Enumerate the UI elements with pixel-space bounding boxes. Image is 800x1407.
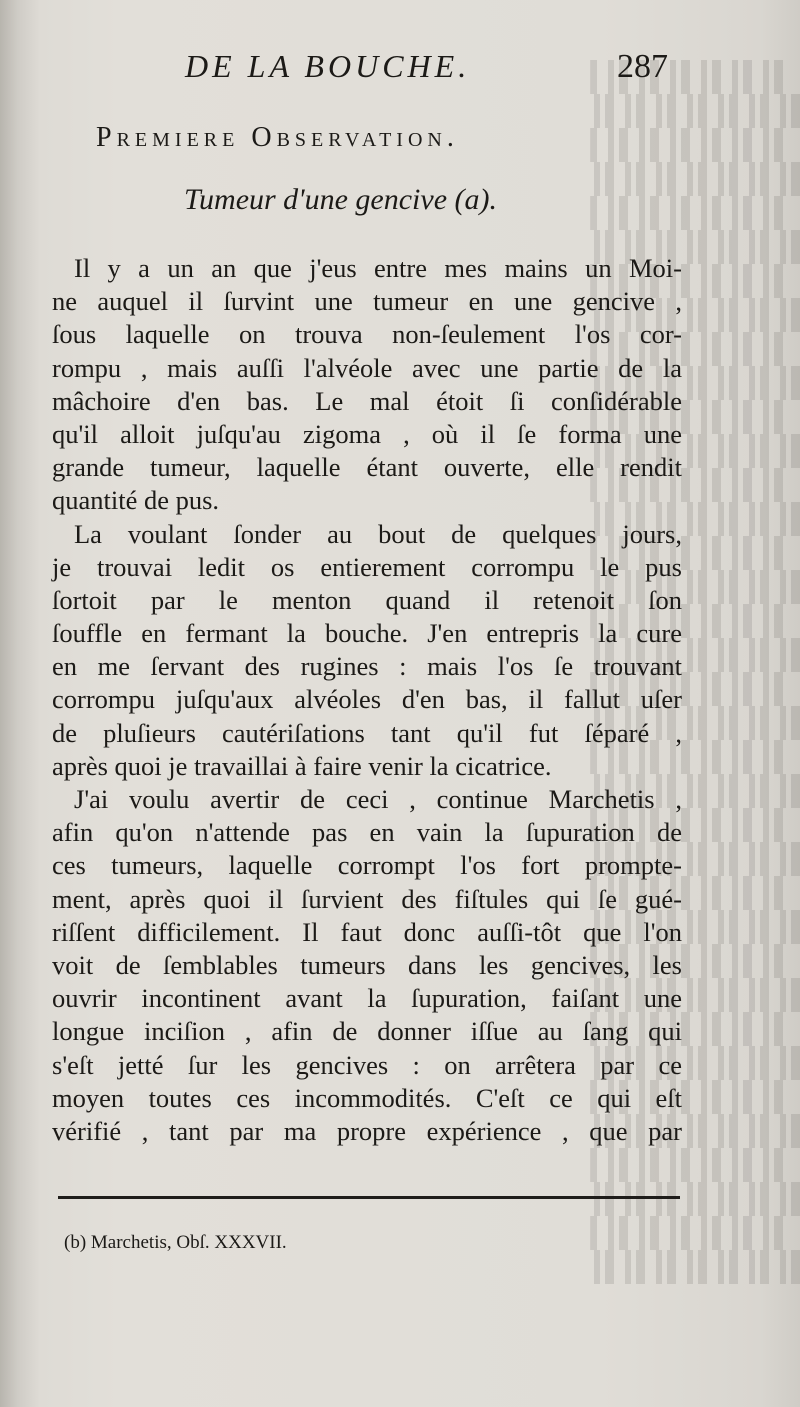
text-line: en me ſervant des rugines : mais l'os ſe trouvant [52, 651, 682, 682]
body-text [52, 252, 682, 1148]
text-line: quantité de pus. [52, 485, 220, 516]
text-line: ouvrir incontinent avant la ſupuration, faiſant une [52, 983, 682, 1014]
text-line: qu'il alloit juſqu'au zigoma , où il ſe forma une [52, 418, 682, 449]
text-line: afin qu'on n'attende pas en vain la ſupuration de [52, 817, 682, 848]
footnote: (b) Marchetis, Obſ. XXXVII. [64, 1232, 287, 1253]
text-line: longue inciſion , afin de donner iſſue au ſang qui [52, 1016, 682, 1047]
text-line: ces tumeurs, laquelle corrompt l'os fort prompte- [52, 850, 682, 881]
text-line: ment, après quoi il ſurvient des fiſtules qui ſe gué- [52, 883, 682, 914]
text-line: ne auquel il ſurvint une tumeur en une gencive , [52, 286, 682, 317]
text-line: mâchoire d'en bas. Le mal étoit ſi conſidérable [52, 385, 682, 416]
observation-subtitle: Tumeur d'une gencive (a). [184, 183, 497, 216]
text-line: ſortoit par le menton quand il retenoit ſon [52, 584, 682, 615]
text-line: moyen toutes ces incommodités. C'eſt ce qui eſt [52, 1082, 682, 1113]
footnote-divider [58, 1196, 680, 1199]
text-line: riſſent difficilement. Il faut donc auſſi-tôt que l'on [52, 916, 682, 947]
text-line: grande tumeur, laquelle étant ouverte, elle rendit [52, 452, 682, 483]
text-line: ſous laquelle on trouva non-ſeulement l'os cor- [52, 319, 682, 350]
text-line: La voulant ſonder au bout de quelques jours, [74, 518, 682, 549]
running-title: DE LA BOUCHE. [185, 48, 471, 84]
text-line: Il y a un an que j'eus entre mes mains un Moi- [74, 253, 682, 283]
text-line: de pluſieurs cautériſations tant qu'il fut ſéparé , [52, 717, 682, 748]
observation-heading: Premiere Observation. [96, 122, 459, 153]
text-line: s'eſt jetté ſur les gencives : on arrêtera par ce [52, 1049, 682, 1080]
text-line: après quoi je travaillai à faire venir la cicatrice. [52, 750, 552, 781]
text-line: rompu , mais auſſi l'alvéole avec une partie de la [52, 352, 682, 383]
text-line: voit de ſemblables tumeurs dans les gencives, les [52, 949, 682, 980]
text-line: ſouffle en fermant la bouche. J'en entrepris la cure [52, 618, 682, 649]
text-line: je trouvai ledit os entierement corrompu le pus [52, 551, 682, 582]
page-number: 287 [617, 48, 668, 85]
page-header [185, 48, 685, 92]
text-line: corrompu juſqu'aux alvéoles d'en bas, il fallut uſer [52, 684, 682, 715]
text-line: vérifié , tant par ma propre expérience , que par [52, 1115, 682, 1146]
text-line: J'ai voulu avertir de ceci , continue Marchetis , [74, 784, 682, 814]
